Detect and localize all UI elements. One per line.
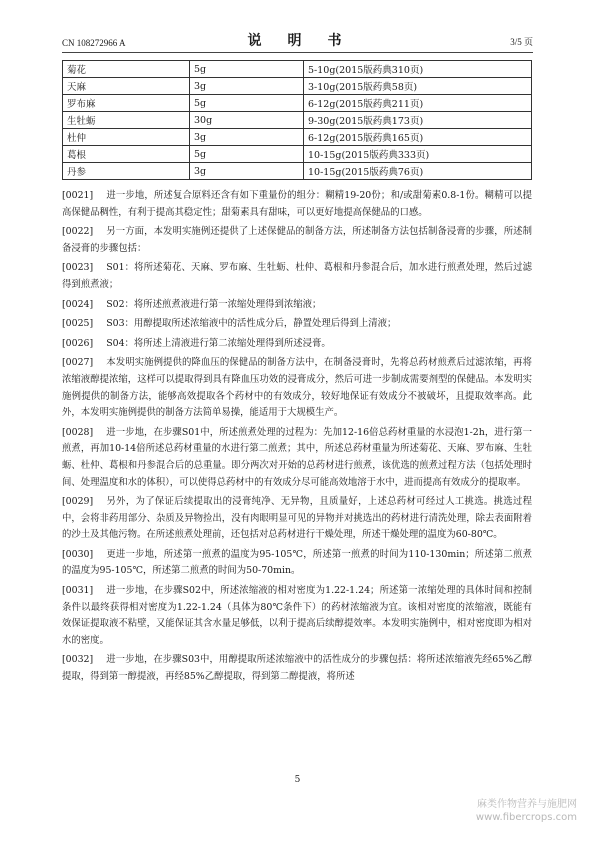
paragraph (62, 188, 532, 221)
herb-name-cell: 罗布麻 (63, 95, 190, 112)
herb-name-cell: 杜仲 (63, 129, 190, 146)
herb-table-body (63, 61, 532, 180)
paragraph-number: [0022] (62, 226, 94, 238)
paragraph-text: 进一步地，在步骤S01中，所述煎煮处理的过程为：先加12-16倍总药材重量的水浸泡1-2h，进行第一煎煮，再加10-14倍所述总药材重量的水进行第二煎煮；其中，所述总药材重量为所述菊花、天麻、罗布麻、生牡蛎、杜仲、葛根和丹参混合后的总重量。即分两次对开始的总药材进行煎煮，该优选的煎煮过程方法（包括处理时间、处理温度和水的体积），可以使得总药材中的有效成分尽可能高效地溶于水中，进而提高有效成分的提取率。 (62, 426, 532, 488)
dosage-cell: 5g (190, 146, 304, 163)
reference-range-cell: 5-10g(2015版药典310页) (304, 61, 532, 78)
reference-range-cell: 3-10g(2015版药典58页) (304, 78, 532, 95)
page-header (62, 30, 533, 53)
paragraph (62, 260, 532, 293)
herb-name-cell: 生牡蛎 (63, 112, 190, 129)
dosage-cell: 5g (190, 61, 304, 78)
paragraph-number: [0028] (62, 426, 94, 438)
table-row (63, 95, 532, 112)
reference-range-cell: 10-15g(2015版药典76页) (304, 163, 532, 180)
paragraph-text: S03：用醇提取所述浓缩液中的活性成分后，静置处理后得到上清液； (106, 318, 397, 330)
paragraph-number: [0025] (62, 318, 94, 330)
site-watermark (476, 798, 577, 824)
table-row (63, 129, 532, 146)
herb-name-cell: 天麻 (63, 78, 190, 95)
paragraph-text: S01：将所述菊花、天麻、罗布麻、生牡蛎、杜仲、葛根和丹参混合后，加水进行煎煮处理，然后过滤得到煎煮液； (62, 262, 532, 290)
page-number: 5 (294, 775, 301, 785)
paragraph-text: 另一方面，本发明实施例还提供了上述保健品的制备方法，所述制备方法包括制备浸膏的步骤，所述制备浸膏的步骤包括： (62, 226, 532, 254)
table-row (63, 78, 532, 95)
paragraph-text: S02：将所述煎煮液进行第一浓缩处理得到浓缩液； (106, 298, 322, 310)
paragraph-number: [0032] (62, 654, 94, 666)
table-row (63, 61, 532, 78)
dosage-cell: 3g (190, 163, 304, 180)
document-title: 说 明 书 (247, 33, 348, 49)
paragraph (62, 547, 532, 580)
reference-range-cell: 10-15g(2015版药典333页) (304, 146, 532, 163)
paragraph (62, 355, 532, 421)
paragraph-text: 本发明实施例提供的降血压的保健品的制备方法中，在制备浸膏时，先将总药材煎煮后过滤浓缩，再将浓缩液醇提浓缩，这样可以提取得到具有降血压功效的浸膏成分，然后可进一步制成需要剂型的保健品。本发明实施例提供的制备方法，能够高效提取各个药材中的有效成分，较好地保证有效成分不被破坏，且提取效率高。此外，本发明实施例提供的制备方法简单易操，能适用于大规模生产。 (62, 357, 532, 419)
reference-range-cell: 9-30g(2015版药典173页) (304, 112, 532, 129)
reference-range-cell: 6-12g(2015版药典211页) (304, 95, 532, 112)
paragraph-number: [0027] (62, 357, 94, 369)
paragraph-text: 另外，为了保证后续提取出的浸膏纯净、无异物，且质量好，上述总药材可经过人工挑选。挑选过程中，会将非药用部分、杂质及异物捡出，没有肉眼明显可见的异物并对挑选出的药材进行清洗处理，除去表面附着的沙土及其他污物。在所述煎煮处理前，还包括对总药材进行干燥处理，所述干燥处理的温度为60-80℃。 (62, 496, 532, 541)
herb-name-cell: 葛根 (63, 146, 190, 163)
paragraph-text: 更进一步地，所述第一煎煮的温度为95-105℃，所述第一煎煮的时间为110-130min；所述第二煎煮的温度为95-105℃，所述第二煎煮的时间为50-70min。 (62, 548, 532, 577)
dosage-cell: 5g (190, 95, 304, 112)
table-row (63, 163, 532, 180)
paragraph-text: 进一步地，在步骤S02中，所述浓缩液的相对密度为1.22-1.24；所述第一浓缩处理的具体时间和控制条件以最终获得相对密度为1.22-1.24（具体为80℃条件下）的药材浓缩液为宜。该相对密度的浓缩液，既能有效保证提取液不粘壁，又能保证其含水量足够低，以利于提高后续醇提效率。本发明实施例中，相对密度即为相对水的密度。 (62, 585, 532, 646)
dosage-cell: 3g (190, 78, 304, 95)
paragraph-number: [0023] (62, 262, 94, 274)
watermark-title: 麻类作物营养与施肥网 (477, 799, 577, 810)
paragraph-number: [0031] (62, 585, 94, 597)
table-row (63, 112, 532, 129)
paragraph (62, 425, 532, 491)
paragraph-text: S04：将所述上清液进行第二浓缩处理得到所述浸膏。 (106, 337, 331, 349)
page-indicator: 3/5 页 (510, 37, 533, 47)
paragraph (62, 336, 532, 353)
reference-range-cell: 6-12g(2015版药典165页) (304, 129, 532, 146)
publication-number: CN 108272966 A (62, 38, 126, 48)
herb-name-cell: 丹参 (63, 163, 190, 180)
paragraph (62, 297, 532, 314)
paragraph (62, 494, 532, 544)
dosage-cell: 30g (190, 112, 304, 129)
paragraph (62, 316, 532, 333)
paragraph (62, 224, 532, 257)
paragraph-number: [0029] (62, 496, 94, 508)
paragraph-number: [0030] (62, 548, 94, 560)
herb-name-cell: 菊花 (63, 61, 190, 78)
paragraph (62, 652, 532, 685)
paragraph-text: 进一步地，在步骤S03中，用醇提取所述浓缩液中的活性成分的步骤包括：将所述浓缩液先经65%乙醇提取，得到第一醇提液，再经85%乙醇提取，得到第二醇提液，将所述 (62, 654, 532, 683)
watermark-url: www.fibercrops.com (475, 812, 577, 823)
description-body (62, 188, 532, 689)
paragraph (62, 583, 532, 649)
paragraph-number: [0024] (62, 298, 94, 310)
paragraph-number: [0021] (62, 190, 94, 201)
herb-dosage-table (62, 60, 532, 180)
table-row (63, 146, 532, 163)
paragraph-text: 进一步地，所述复合原料还含有如下重量份的组分：糊精19-20份；和/或甜菊素0.8-1份。糊精可以提高保健品稠性，有利于提高其稳定性；甜菊素具有甜味，可以更好地提高保健品的口感。 (62, 190, 532, 218)
dosage-cell: 3g (190, 129, 304, 146)
paragraph-number: [0026] (62, 337, 94, 349)
